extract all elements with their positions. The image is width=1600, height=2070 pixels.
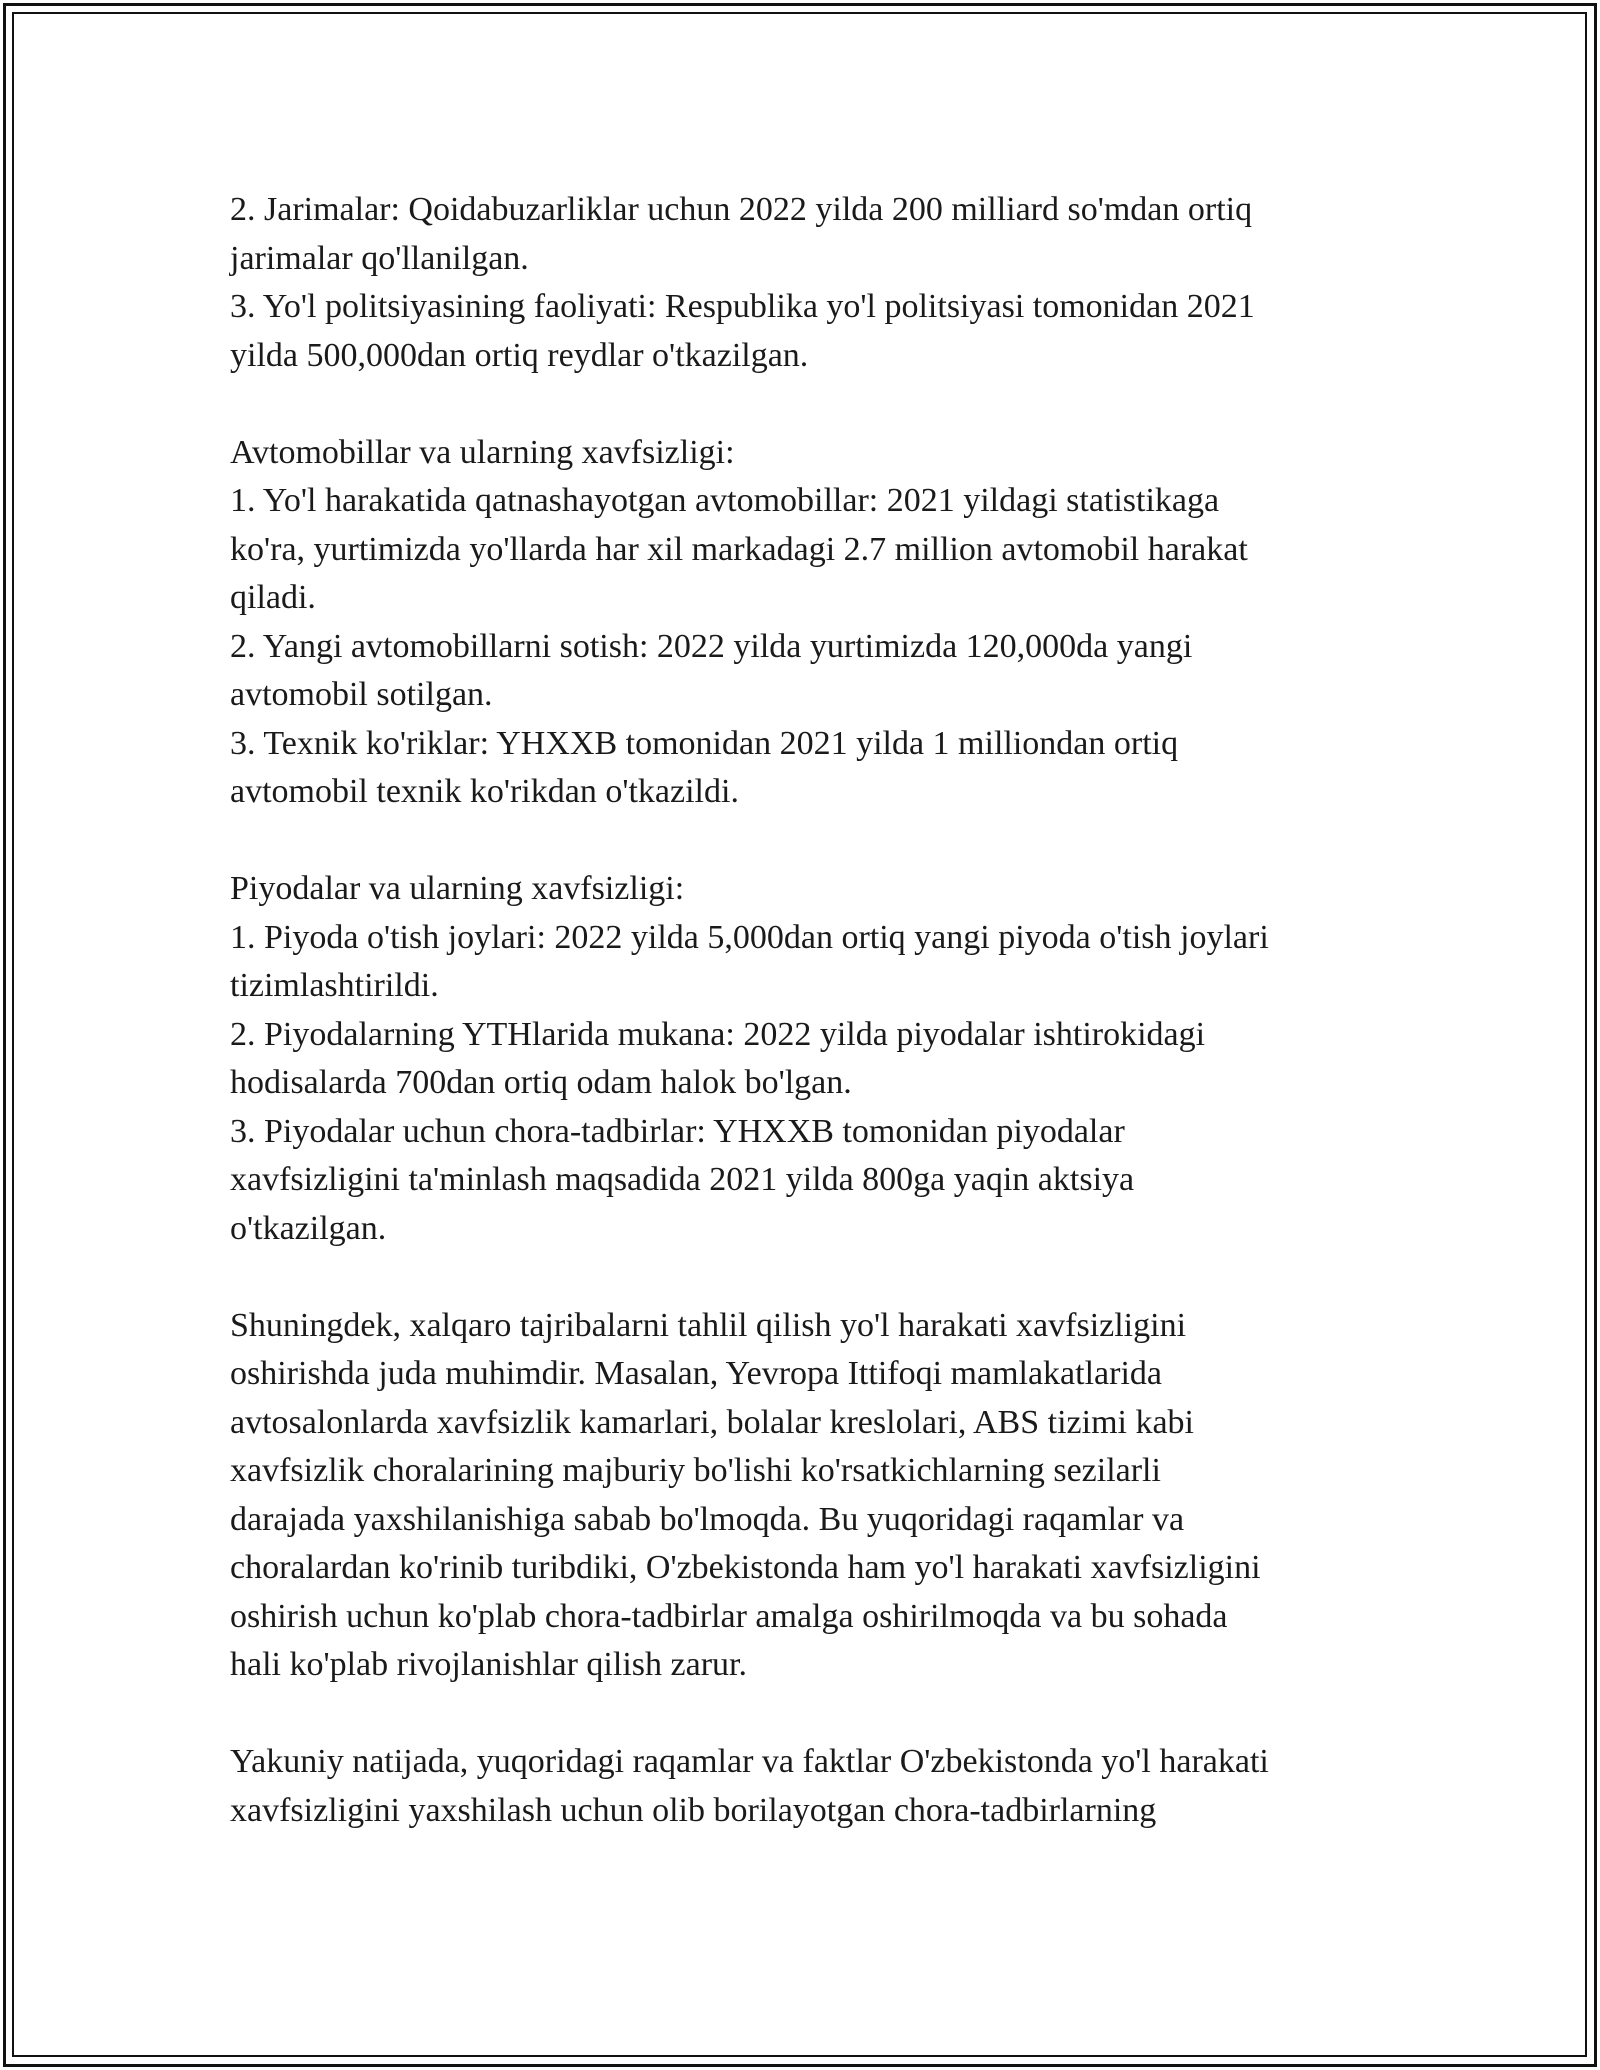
text-line: qiladi.	[230, 579, 316, 616]
section-heading: Piyodalar va ularning xavfsizligi:	[230, 870, 685, 907]
text-line: hodisalarda 700dan ortiq odam halok bo'lgan.	[230, 1064, 852, 1101]
text-line: xavfsizligini ta'minlash maqsadida 2021 yilda 800ga yaqin aktsiya	[230, 1161, 1135, 1198]
paragraph-conclusion	[230, 1738, 1380, 1835]
text-line: 3. Texnik ko'riklar: YHXXB tomonidan 2021 yilda 1 milliondan ortiq	[230, 724, 1179, 762]
text-line: 3. Piyodalar uchun chora-tadbirlar: YHXXB tomonidan piyodalar	[230, 1112, 1125, 1150]
text-line: 2. Jarimalar: Qoidabuzarliklar uchun 2022 yilda 200 milliard so'mdan ortiq	[230, 191, 1253, 228]
text-line: 3. Yo'l politsiyasining faoliyati: Respublika yo'l politsiyasi tomonidan 2021	[230, 288, 1255, 325]
paragraph-vehicles-safety	[230, 429, 1380, 817]
text-line: ko'ra, yurtimizda yo'llarda har xil markadagi 2.7 million avtomobil harakat	[230, 530, 1248, 568]
paragraph-international-experience	[230, 1302, 1380, 1690]
text-line: jarimalar qo'llanilgan.	[230, 239, 529, 277]
text-line: choralardan ko'rinib turibdiki, O'zbekistonda ham yo'l harakati xavfsizligini	[230, 1549, 1261, 1586]
text-line: oshirishda juda muhimdir. Masalan, Yevropa Ittifoqi mamlakatlarida	[230, 1355, 1162, 1392]
section-heading: Avtomobillar va ularning xavfsizligi:	[230, 433, 735, 471]
text-line: 1. Yo'l harakatida qatnashayotgan avtomobillar: 2021 yildagi statistikaga	[230, 482, 1220, 519]
text-line: 1. Piyoda o'tish joylari: 2022 yilda 5,000dan ortiq yangi piyoda o'tish joylari	[230, 918, 1269, 956]
text-line: avtosalonlarda xavfsizlik kamarlari, bolalar kreslolari, ABS tizimi kabi	[230, 1403, 1195, 1441]
text-line: darajada yaxshilanishiga sabab bo'lmoqda. Bu yuqoridagi raqamlar va	[230, 1500, 1185, 1538]
text-line: xavfsizlik choralarining majburiy bo'lishi ko'rsatkichlarning sezilarli	[230, 1452, 1161, 1489]
document-body	[230, 186, 1380, 1835]
text-line: tizimlashtirildi.	[230, 967, 439, 1004]
text-line: oshirish uchun ko'plab chora-tadbirlar amalga oshirilmoqda va bu sohada	[230, 1597, 1228, 1635]
text-line: o'tkazilgan.	[230, 1209, 387, 1247]
paragraph-fines-police	[230, 186, 1380, 380]
paragraph-pedestrians-safety	[230, 865, 1380, 1253]
text-line: xavfsizligini yaxshilash uchun olib borilayotgan chora-tadbirlarning	[230, 1791, 1157, 1829]
text-line: Yakuniy natijada, yuqoridagi raqamlar va faktlar O'zbekistonda yo'l harakati	[230, 1743, 1269, 1780]
text-line: avtomobil texnik ko'rikdan o'tkazildi.	[230, 773, 739, 810]
text-line: hali ko'plab rivojlanishlar qilish zarur.	[230, 1646, 747, 1683]
text-line: 2. Piyodalarning YTHlarida mukana: 2022 yilda piyodalar ishtirokidagi	[230, 1015, 1206, 1053]
text-line: yilda 500,000dan ortiq reydlar o'tkazilgan.	[230, 336, 809, 374]
text-line: Shuningdek, xalqaro tajribalarni tahlil qilish yo'l harakati xavfsizligini	[230, 1306, 1187, 1344]
text-line: avtomobil sotilgan.	[230, 676, 493, 713]
text-line: 2. Yangi avtomobillarni sotish: 2022 yilda yurtimizda 120,000da yangi	[230, 627, 1193, 665]
